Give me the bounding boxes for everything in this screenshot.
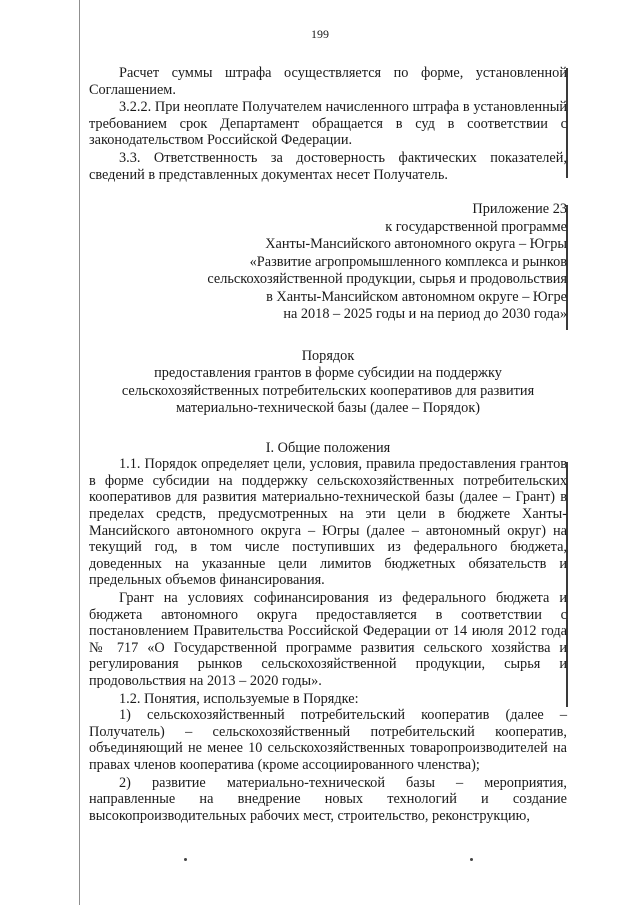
document-body	[89, 65, 567, 824]
paragraph-1-1: 1.1. Порядок определяет цели, условия, правила предоставления грантов в форме субсидии на поддержку сельскохозяйственных потребительских кооперативов для развития материально-технической базы (далее – Грант) в пределах средств, предусмотренных на эти цели в бюджете Ханты-Мансийского автономного округа – Югры (далее – автономный округ) на текущий год, в том числе поступивших из федерального бюджета, доведенных на указанные цели лимитов бюджетных обязательств и предельных объемов финансирования.	[89, 456, 567, 589]
appendix-header	[89, 201, 567, 324]
appendix-line: в Ханты-Мансийском автономном округе – Югре	[266, 288, 567, 305]
title-line: предоставления грантов в форме субсидии на поддержку	[154, 365, 502, 382]
title-line: сельскохозяйственных потребительских кооперативов для развития	[121, 382, 535, 399]
appendix-line: «Развитие агропромышленного комплекса и рынков	[249, 253, 567, 270]
appendix-line: к государственной программе	[385, 218, 567, 235]
paragraph-3-2-1-continuation: Расчет суммы штрафа осуществляется по форме, установленной Соглашением.	[89, 65, 567, 98]
section-heading: I. Общие положения	[265, 439, 391, 456]
paragraph-definition-2: 2) развитие материально-технической базы – мероприятия, направленные на внедрение новых технологий и создание высокопроизводительных рабочих мест, строительство, реконструкцию,	[89, 774, 567, 824]
title-line: Порядок	[301, 347, 355, 364]
page-number: 199	[311, 27, 329, 41]
paragraph-definition-1: 1) сельскохозяйственный потребительский кооператив (далее – Получатель) – сельскохозяйственный потребительский кооператив, объединяющий не менее 10 сельскохозяйственных товаропроизводителей на правах членов кооператива (кроме ассоциированного членства);	[89, 707, 567, 773]
paragraph-1-2: 1.2. Понятия, используемые в Порядке:	[119, 690, 359, 707]
appendix-line: Приложение 23	[472, 201, 567, 218]
paragraph-3-2-2: 3.2.2. При неоплате Получателем начисленного штрафа в установленный требованием срок Департамент обращается в суд в соответствии с законодательством Российской Федерации.	[89, 99, 567, 149]
scan-speck	[470, 858, 473, 861]
scan-left-margin-line	[79, 0, 80, 905]
paragraph-3-3: 3.3. Ответственность за достоверность фактических показателей, сведений в представленных документах несет Получатель.	[89, 149, 567, 183]
appendix-line: на 2018 – 2025 годы и на период до 2030 года»	[283, 306, 567, 323]
paragraph-grant-cofinancing: Грант на условиях софинансирования из федерального бюджета и бюджета автономного округа предоставляется в соответствии с постановлением Правительства Российской Федерации от 14 июля 2012 года № 717 «О Государственной программе развития сельского хозяйства и регулирования рынков сельскохозяйственной продукции, сырья и продовольствия на 2013 – 2020 годы».	[89, 590, 567, 689]
scan-speck	[184, 858, 187, 861]
appendix-line: сельскохозяйственной продукции, сырья и продовольствия	[207, 271, 567, 288]
document-title	[89, 348, 567, 418]
appendix-line: Ханты-Мансийского автономного округа – Югры	[265, 236, 567, 253]
title-line: материально-технической базы (далее – Порядок)	[175, 400, 481, 417]
